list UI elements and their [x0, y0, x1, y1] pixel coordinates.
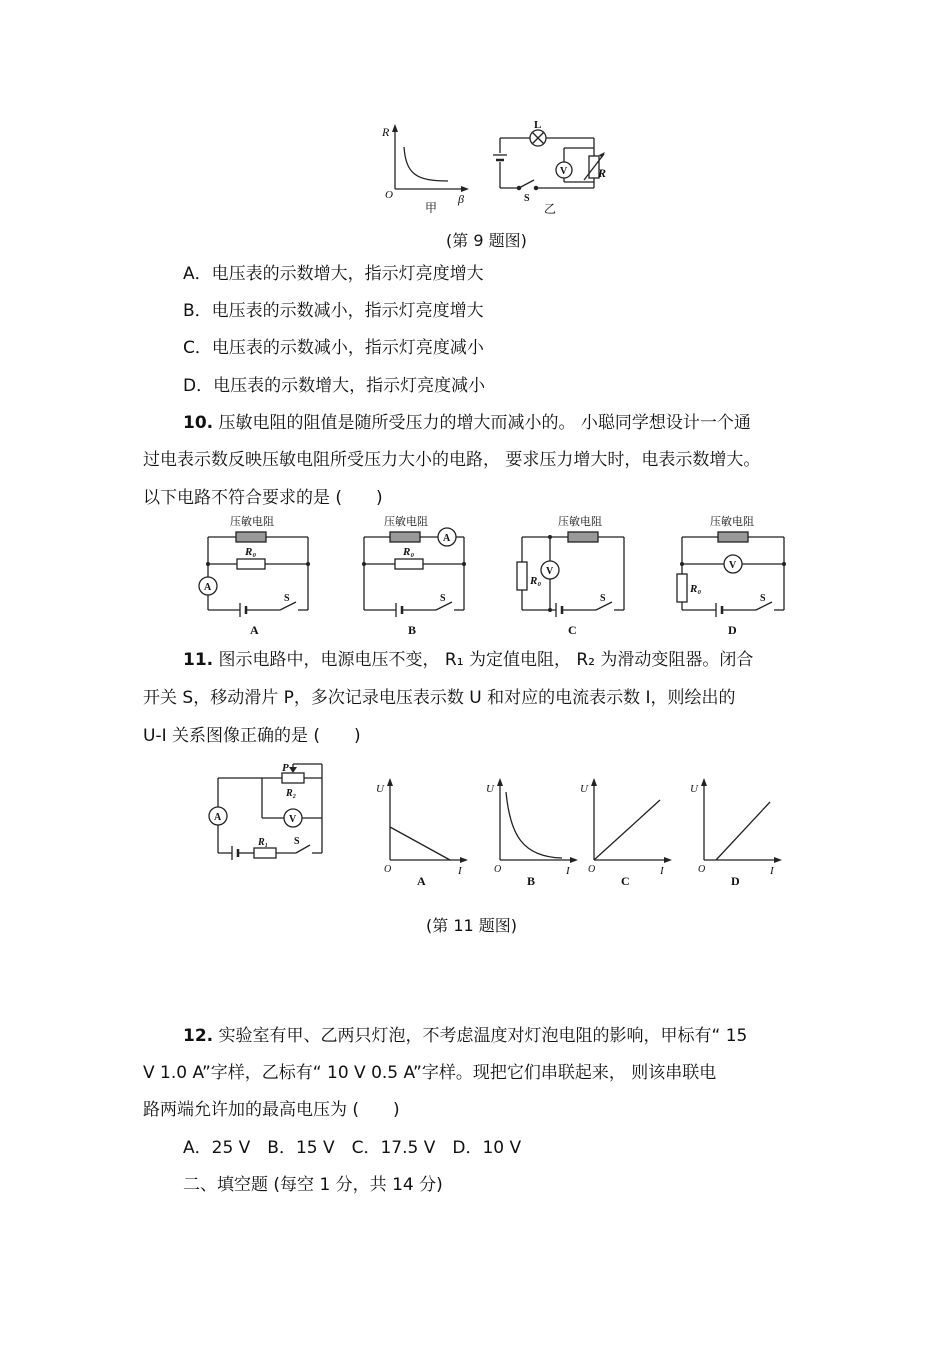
q10-line-2: 过电表示数反映压敏电阻所受压力大小的电路， 要求压力增大时，电表示数增大。 [143, 450, 761, 470]
axis-y-label: U [486, 783, 494, 795]
q9-caption: (第 9 题图) [446, 231, 527, 250]
voltmeter-label: V [289, 814, 297, 825]
voltmeter-label: V [729, 560, 737, 571]
switch-label: S [524, 193, 530, 204]
ammeter-label: A [204, 582, 212, 593]
switch-label: S [600, 593, 606, 604]
sensor-label: 压敏电阻 [384, 515, 428, 528]
slider-label: P [282, 762, 289, 774]
q11-graph-c [576, 772, 676, 890]
q10-line-3: 以下电路不符合要求的是 ( ) [143, 488, 383, 508]
q12-number: 12. [183, 1026, 214, 1046]
switch-label: S [294, 836, 300, 847]
origin-label: O [698, 864, 706, 875]
graph-label: A [417, 874, 426, 888]
switch-label: S [440, 593, 446, 604]
q11-line-1 [183, 648, 753, 672]
axis-x-label: I [458, 865, 462, 877]
voltmeter-label: V [560, 166, 568, 177]
figure-label-jia: 甲 [425, 201, 438, 215]
q9-figure-jia [380, 124, 480, 216]
circuit-label: C [568, 623, 577, 637]
q10-line-1 [183, 411, 751, 435]
rheostat-label: R [598, 166, 607, 180]
q10-circuit-d [670, 512, 794, 640]
r0-label: R₀ [690, 583, 702, 595]
q12-text-1: 实验室有甲、乙两只灯泡，不考虑温度对灯泡电阻的影响，甲标有“ 15 [218, 1026, 748, 1046]
origin-label: O [384, 864, 392, 875]
circuit-label: D [728, 623, 737, 637]
axis-y-label: U [580, 783, 588, 795]
axis-y-label: R [382, 125, 390, 139]
q11-caption: (第 11 题图) [426, 916, 518, 935]
origin-label: O [494, 864, 502, 875]
q11-line-2: 开关 S，移动滑片 P，多次记录电压表示数 U 和对应的电流表示数 I，则绘出的 [143, 688, 736, 708]
q12-line-2: V 1.0 A”字样，乙标有“ 10 V 0.5 A”字样。现把它们串联起来， 则该串联电 [143, 1063, 717, 1083]
graph-label: B [527, 874, 536, 888]
voltmeter-label: V [546, 566, 554, 577]
q11-graph-d [686, 772, 786, 890]
r0-label: R₀ [245, 546, 257, 558]
axis-y-label: U [376, 783, 384, 795]
axis-x-label: I [770, 865, 774, 877]
q11-text-1: 图示电路中，电源电压不变， R₁ 为定值电阻， R₂ 为滑动变阻器。闭合 [218, 650, 754, 670]
axis-x-label: I [566, 865, 570, 877]
q10-circuit-b [352, 512, 472, 640]
sensor-label: 压敏电阻 [710, 515, 754, 528]
r0-label: R₀ [403, 546, 415, 558]
axis-x-label: I [660, 865, 664, 877]
q9-option-a: A．电压表的示数增大，指示灯亮度增大 [183, 264, 484, 284]
r1-label: R₁ [258, 837, 269, 848]
q12-line-3: 路两端允许加的最高电压为 ( ) [143, 1100, 400, 1120]
circuit-label: A [250, 623, 259, 637]
q9-option-c: C．电压表的示数减小，指示灯亮度减小 [183, 338, 484, 358]
q9-option-b: B．电压表的示数减小，指示灯亮度增大 [183, 301, 484, 321]
q12-options: A．25 V B．15 V C．17.5 V D．10 V [183, 1138, 522, 1158]
q9-figure-yi [488, 120, 608, 218]
figure-label-yi: 乙 [544, 202, 557, 216]
ammeter-label: A [214, 812, 222, 823]
q12-line-1 [183, 1024, 747, 1048]
q9-option-d: D．电压表的示数增大，指示灯亮度减小 [183, 376, 486, 396]
axis-x-label: β [458, 192, 464, 206]
sensor-label: 压敏电阻 [230, 515, 274, 528]
graph-label: D [731, 874, 740, 888]
q11-number: 11. [183, 650, 214, 670]
r2-label: R₂ [286, 788, 297, 799]
circuit-label: B [408, 623, 417, 637]
q11-line-3: U-I 关系图像正确的是 ( ) [143, 726, 361, 746]
q11-graph-a [372, 772, 472, 890]
q10-number: 10. [183, 413, 214, 433]
lamp-label: L [534, 119, 542, 131]
q10-circuit-a [196, 512, 316, 640]
q11-circuit [200, 760, 330, 864]
q10-circuit-c [510, 512, 634, 640]
switch-label: S [760, 593, 766, 604]
q11-graph-b [482, 772, 582, 890]
ammeter-label: A [443, 533, 451, 544]
section-2-heading: 二、填空题 (每空 1 分，共 14 分) [183, 1175, 443, 1195]
sensor-label: 压敏电阻 [558, 515, 602, 528]
q10-text-1: 压敏电阻的阻值是随所受压力的增大而减小的。 小聪同学想设计一个通 [218, 413, 751, 433]
origin-label: O [385, 189, 393, 201]
r0-label: R₀ [530, 575, 542, 587]
axis-y-label: U [690, 783, 698, 795]
origin-label: O [588, 864, 596, 875]
graph-label: C [621, 874, 630, 888]
switch-label: S [284, 593, 290, 604]
